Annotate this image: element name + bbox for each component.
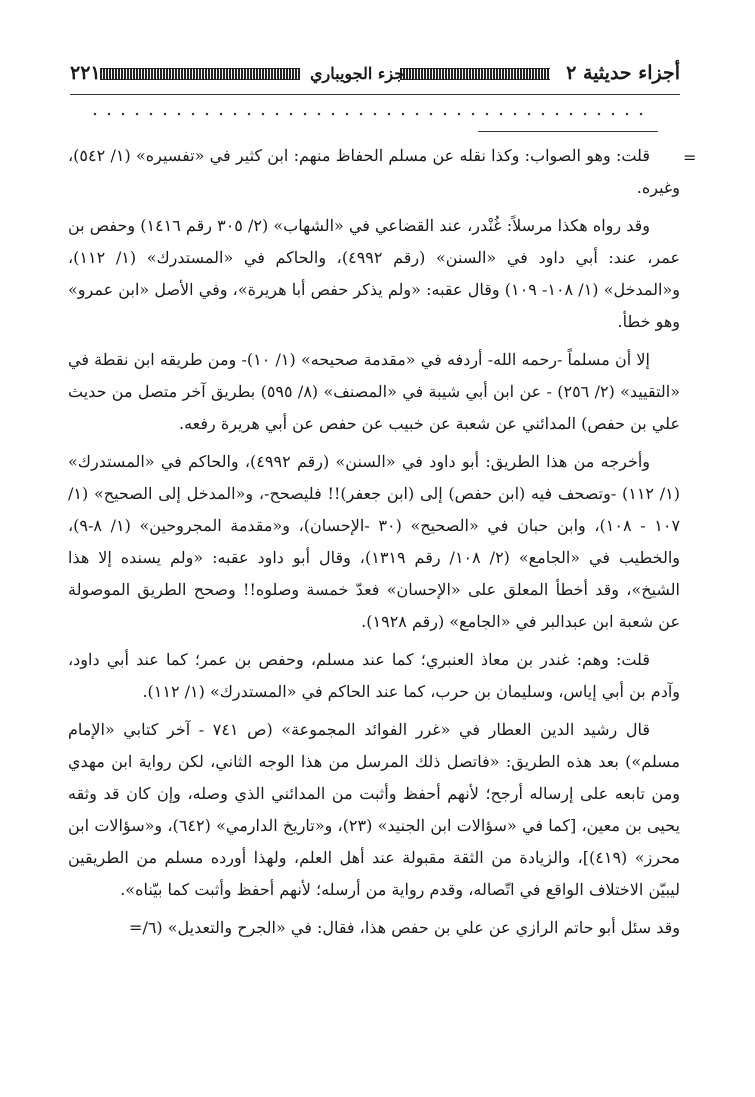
footnote-continuation-mark: =: [683, 148, 697, 167]
page-header: [70, 56, 680, 96]
footnote-body: [68, 140, 680, 950]
book-subtitle: جزء الجويباري: [310, 64, 405, 83]
footnote-rule: [478, 131, 658, 132]
paragraph: إلا أن مسلماً -رحمه الله- أردفه في «مقدمة صحيحه» (١/ ١٠)- ومن طريقه ابن نقطة في «التقييد» (٢/ ٢٥٦) - عن ابن أبي شيبة في «المصنف» (٨/ ٥٩٥) بطريق آخر متصل من حديث علي بن حفص) المدائني عن شعبة عن خبيب عن حفص عن أبي هريرة رفعه.: [68, 350, 681, 433]
dotted-separator: [88, 112, 648, 116]
paragraph: قلت: وهو الصواب: وكذا نقله عن مسلم الحفاظ منهم: ابن كثير في «تفسيره» (١/ ٥٤٢)، وغيره.: [68, 146, 680, 197]
paragraph: قال رشيد الدين العطار في «غرر الفوائد المجموعة» (ص ٧٤١ - آخر كتابي «الإمام مسلم») بعد هذه الطريق: «فاتصل ذلك المرسل من هذا الوجه الثاني، لكن رواية ابن مهدي ومن تابعه على إرساله أرجح؛ لأنهم أحفظ وأثبت من المدائني الذي وصله، وإن كان قد وثقه يحيى بن معين، [كما في «سؤالات ابن الجنيد» (٢٣)، و«تاريخ الدارمي» (٦٤٢)، و«سؤالات ابن محرز» (٤١٩)]، والزيادة من الثقة مقبولة عند أهل العلم، ولهذا أورده مسلم من الطريقين ليبيّن الاختلاف الواقع في اتّصاله، وقدم رواية من أرسله؛ لأنهم أحفظ وأثبت كما بيّناه».: [68, 720, 680, 899]
header-rule: [70, 94, 680, 95]
paragraph: وقد رواه هكذا مرسلاً: غُنْدر، عند القضاعي في «الشهاب» (٢/ ٣٠٥ رقم ١٤١٦) وحفص بن عمر، عند: أبي داود في «السنن» (رقم ٤٩٩٢)، والحاكم في «المستدرك» (١/ ١١٢)، و«المدخل» (١/ ١٠٨- ١٠٩) وقال عقبه: «ولم يذكر حفص أبا هريرة»، وفي الأصل «ابن عمرو» وهو خطأ.: [68, 216, 680, 331]
header-ornament-bar: [100, 68, 300, 80]
paragraph: وأخرجه من هذا الطريق: أبو داود في «السنن» (رقم ٤٩٩٢)، والحاكم في «المستدرك» (١/ ١١٢) -وتصحف فيه (ابن حفص) إلى (ابن جعفر)!! فليصحح-، و«المدخل إلى الصحيح» (١/ ١٠٧ - ١٠٨)، وابن حبان في «الصحيح» (٣٠ -الإحسان)، و«مقدمة المجروحين» (١/ ٨-٩)، والخطيب في «الجامع» (٢/ ١٠٨/ رقم ١٣١٩)، وقال أبو داود عقبه: «ولم يسنده إلا هذا الشيخ»، وقد أخطأ المعلق على «الإحسان» فعدّ خمسة وصلوه!! وصحح الطريق الموصولة عن شعبة ابن عبدالبر في «الجامع» (رقم ١٩٢٨).: [68, 452, 681, 631]
page-number: ٢٢١: [70, 62, 101, 84]
book-title: أجزاء حديثية ٢: [566, 62, 680, 84]
paragraph: قلت: وهم: غندر بن معاذ العنبري؛ كما عند مسلم، وحفص بن عمر؛ كما عند أبي داود، وآدم بن أبي إياس، وسليمان بن حرب، كما عند الحاكم في «المستدرك» (١/ ١١٢).: [68, 650, 680, 701]
header-ornament-bar: [400, 68, 550, 80]
paragraph: وقد سئل أبو حاتم الرازي عن علي بن حفص هذا، فقال: في «الجرح والتعديل» (٦/=: [129, 918, 680, 937]
